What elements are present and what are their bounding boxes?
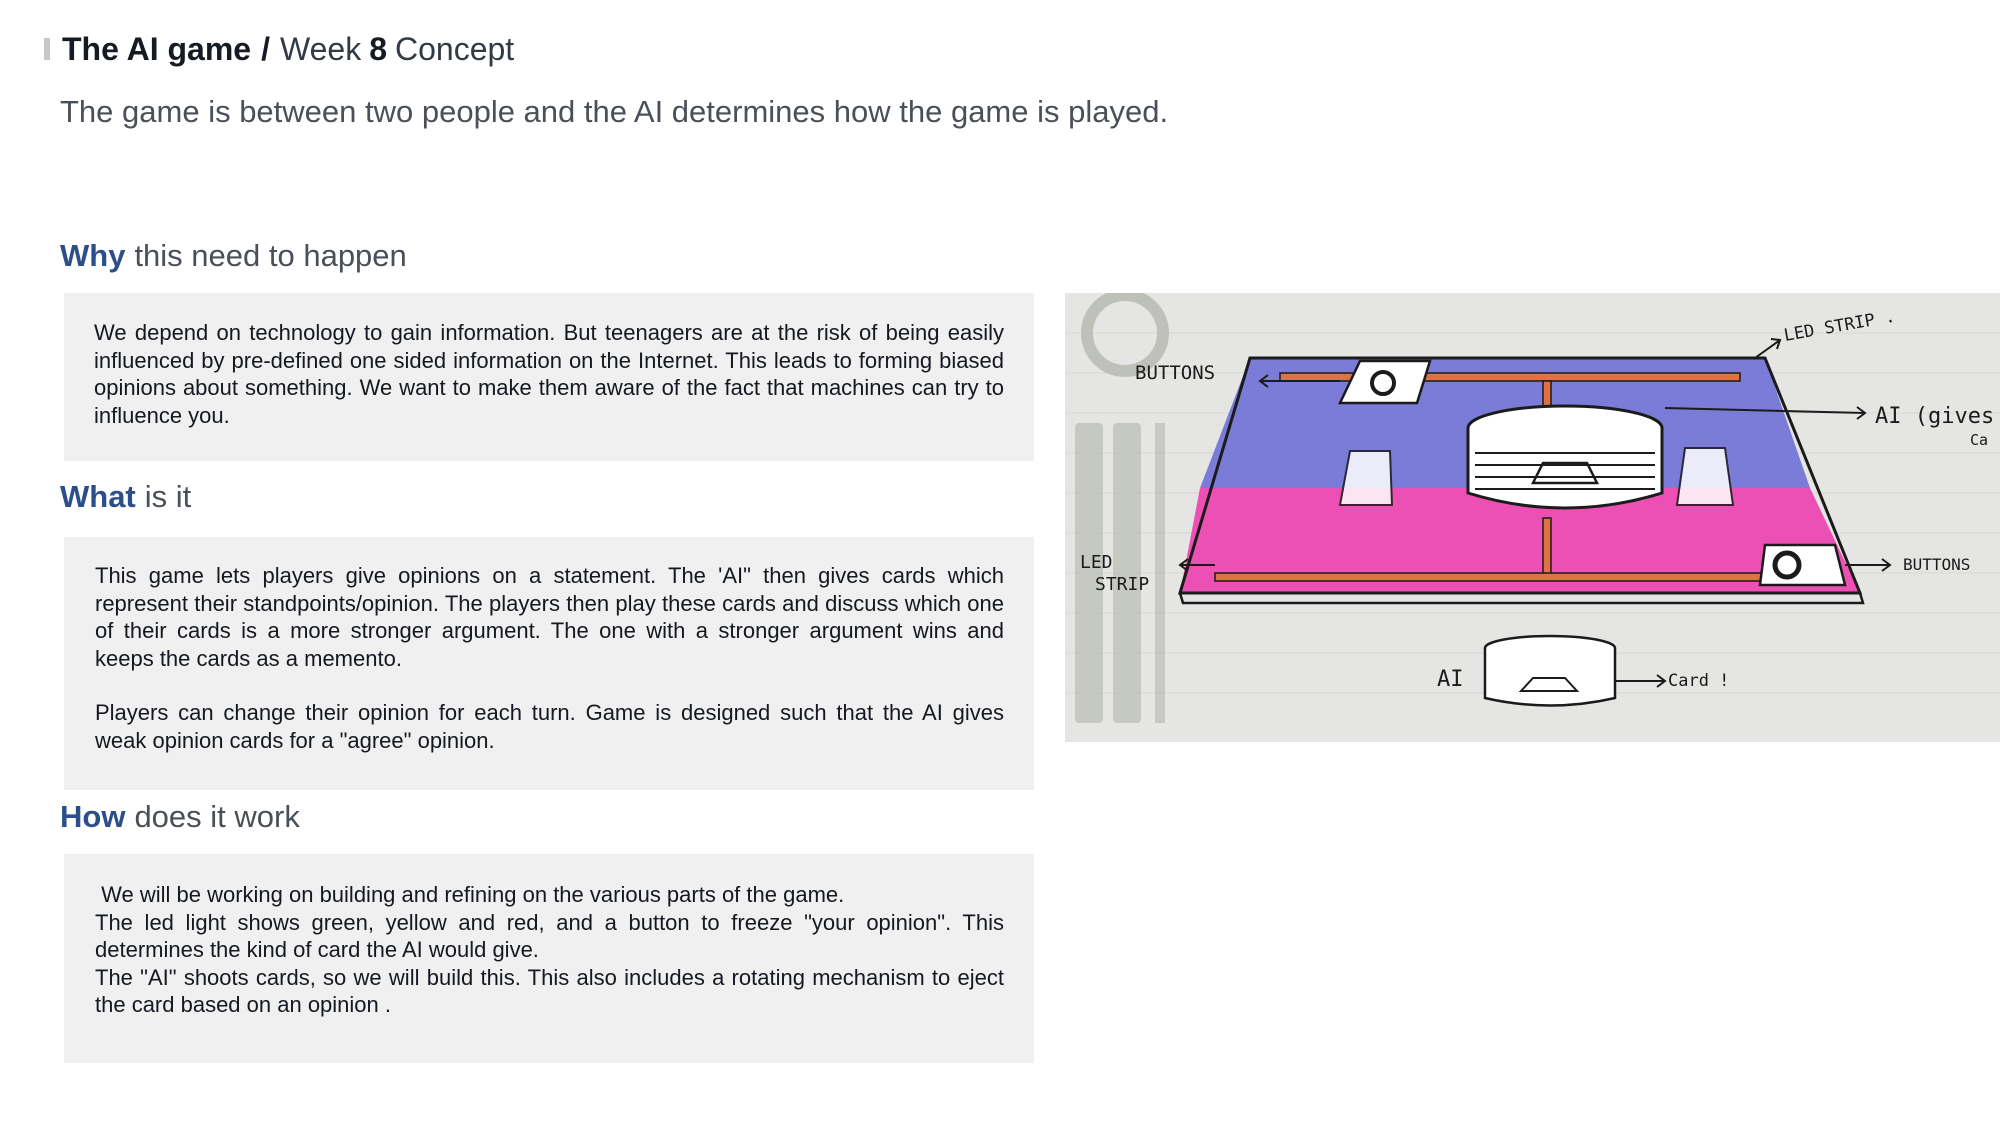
header-week-number: 8	[369, 30, 387, 67]
header-separator: /	[261, 30, 270, 67]
section-heading-rest: does it work	[134, 799, 300, 834]
what-paragraph-1: This game lets players give opinions on a statement. The 'AI" then gives cards which represent their standpoints/opinion. The players then play these cards and discuss which one of their cards is a more stronger argument. The one with a stronger argument wins and keeps the cards as a memento.	[95, 563, 1004, 671]
sketch-label-led-left: LED	[1080, 552, 1113, 573]
how-line-1: We will be working on building and refining on the various parts of the game.	[95, 882, 845, 907]
header-title: The AI game	[62, 30, 252, 67]
section-heading-how	[60, 799, 300, 835]
section-keyword: What	[60, 479, 136, 514]
ai-card-shooter-icon	[1485, 636, 1615, 706]
sketch-label-ai-bottom: AI	[1437, 667, 1464, 692]
header-accent-bar	[44, 38, 50, 60]
what-text-box	[64, 537, 1034, 790]
how-line-3: The "AI" shoots cards, so we will build this. This also includes a rotating mechanism to eject the card based on an opinion .	[95, 964, 1004, 1017]
intro-text: The game is between two people and the AI determines how the game is played.	[60, 94, 1169, 129]
slide-header	[44, 24, 514, 74]
section-heading-rest: this need to happen	[134, 238, 407, 273]
header-week-label: Week	[279, 30, 362, 67]
sketch-label-strip-left: STRIP	[1095, 574, 1150, 595]
section-heading-rest: is it	[144, 479, 192, 514]
sketch-label-ai-gives: AI (gives	[1875, 404, 1995, 429]
ai-device-icon	[1468, 406, 1662, 508]
sketch-label-buttons-left: BUTTONS	[1135, 362, 1216, 384]
show-through-marks-icon	[1075, 295, 1165, 723]
why-text-box	[64, 293, 1034, 461]
sketch-drawing	[1065, 293, 2000, 742]
how-line-2: The led light shows green, yellow and red, and a button to freeze "your opinion". This determines the kind of card the AI would give.	[95, 909, 1004, 962]
header-subtitle: Concept	[394, 30, 515, 67]
concept-sketch-image	[1065, 293, 2000, 742]
section-heading-why	[60, 238, 407, 274]
how-text-box	[64, 854, 1034, 1063]
button-bottom-right-icon	[1760, 545, 1845, 585]
sketch-label-buttons-right: BUTTONS	[1903, 555, 1971, 574]
why-paragraph: We depend on technology to gain information. But teenagers are at the risk of being easily influenced by pre-defined one sided information on the Internet. This leads to forming biased opinions about something. We want to make them aware of the fact that machines can try to influence you.	[94, 320, 1004, 428]
section-keyword: How	[60, 799, 126, 834]
section-keyword: Why	[60, 238, 126, 273]
sketch-label-ai-gives-cont: Ca	[1970, 431, 1989, 449]
what-paragraph-2: Players can change their opinion for each turn. Game is designed such that the AI gives weak opinion cards for a "agree" opinion.	[95, 700, 1004, 753]
sketch-label-card: Card !	[1668, 671, 1730, 691]
section-heading-what	[60, 479, 191, 515]
sketch-label-led-strip-top: LED STRIP .	[1782, 306, 1897, 346]
